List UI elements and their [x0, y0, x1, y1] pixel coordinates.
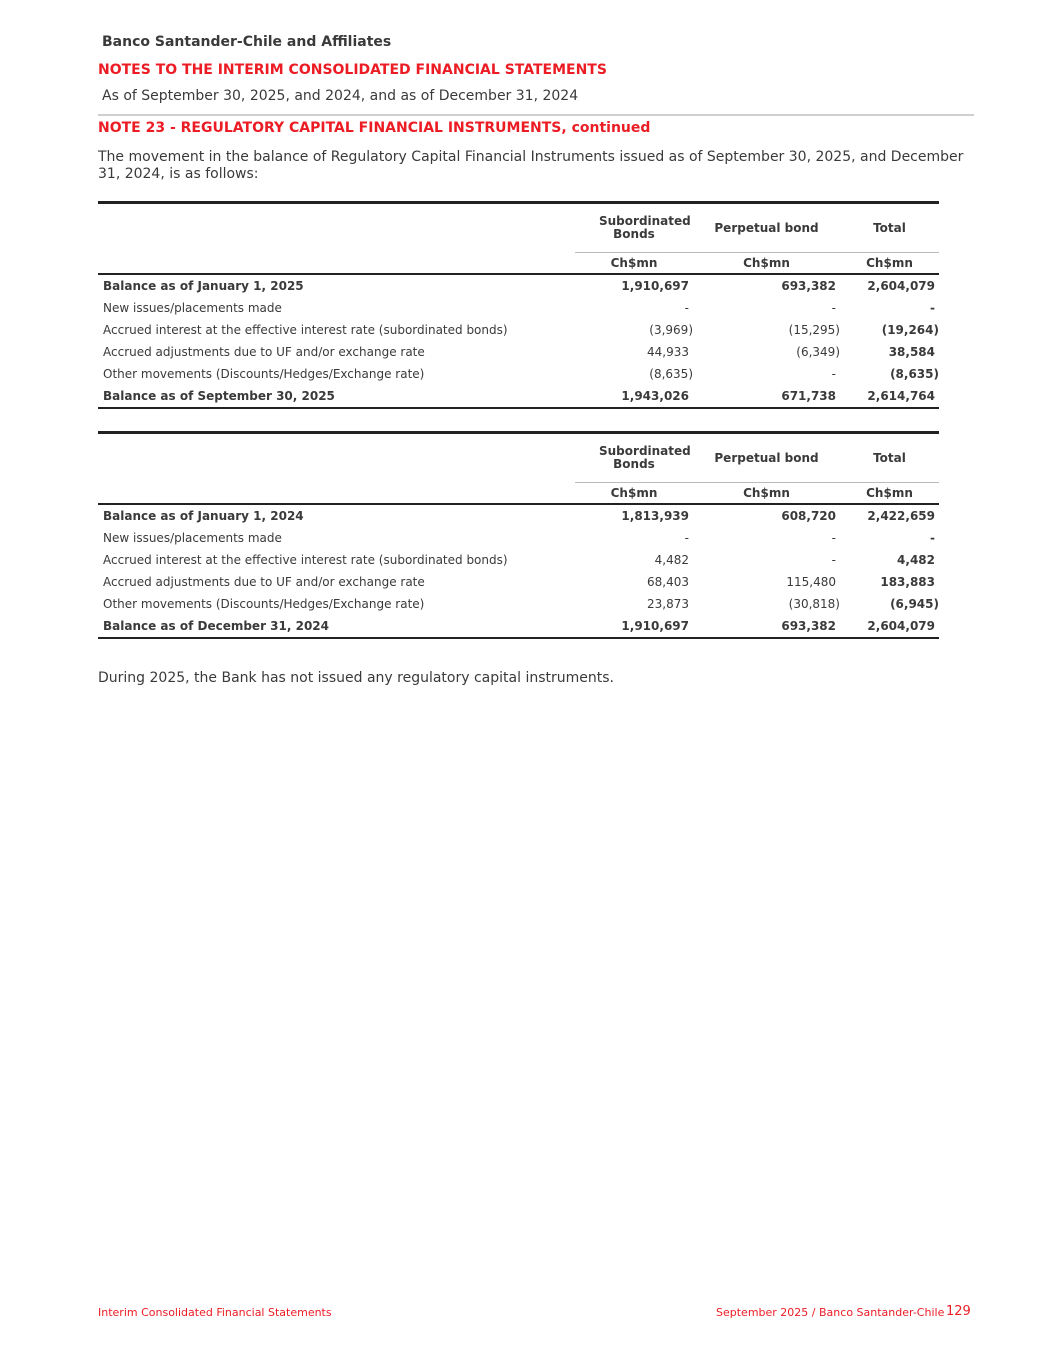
unit-blank — [98, 483, 575, 505]
unit-blank — [98, 253, 575, 275]
cell-total: 4,482 — [897, 553, 935, 567]
table-row — [98, 385, 939, 408]
table-2025 — [98, 201, 939, 409]
row-label: Accrued interest at the effective interest rate (subordinated bonds) — [103, 323, 508, 337]
row-label: Balance as of January 1, 2024 — [103, 509, 304, 523]
row-label: Other movements (Discounts/Hedges/Exchange rate) — [103, 597, 425, 611]
cell-subordinated: 1,943,026 — [575, 385, 693, 408]
cell-total: 2,422,659 — [867, 509, 935, 523]
table-row — [98, 615, 939, 638]
cell-subordinated: 44,933 — [647, 345, 689, 359]
cell-perpetual: - — [831, 301, 836, 315]
cell-perpetual: (6,349) — [796, 345, 840, 359]
cell-perpetual: 693,382 — [693, 615, 840, 638]
notes-title: NOTES TO THE INTERIM CONSOLIDATED FINANCIAL STATEMENTS — [98, 62, 607, 78]
cell-subordinated: 23,873 — [647, 597, 689, 611]
cell-total: 2,604,079 — [840, 615, 939, 638]
footer-right — [716, 1306, 944, 1319]
row-label: Other movements (Discounts/Hedges/Exchange rate) — [103, 367, 425, 381]
intro-paragraph: The movement in the balance of Regulatory Capital Financial Instruments issued as of September 30, 2025, and December 31, 2024, is as follows: — [98, 149, 964, 182]
header-blank — [98, 203, 575, 253]
page-number: 129 — [946, 1304, 971, 1319]
cell-perpetual: 693,382 — [781, 279, 836, 293]
col-subordinated — [575, 433, 693, 483]
cell-perpetual: - — [831, 367, 836, 381]
cell-total: 2,604,079 — [867, 279, 935, 293]
row-label: Balance as of September 30, 2025 — [98, 385, 575, 408]
cell-perpetual: - — [831, 531, 836, 545]
cell-total: 2,614,764 — [840, 385, 939, 408]
footer-document-title: Interim Consolidated Financial Statements — [98, 1306, 332, 1319]
footer-bank: Banco Santander-Chile — [819, 1306, 945, 1319]
col-perpetual: Perpetual bond — [693, 433, 840, 483]
cell-total: - — [930, 301, 935, 315]
row-label: Accrued adjustments due to UF and/or exchange rate — [103, 575, 425, 589]
cell-perpetual: (30,818) — [788, 597, 840, 611]
table-row — [98, 341, 939, 363]
row-label: New issues/placements made — [103, 301, 282, 315]
cell-subordinated: - — [684, 531, 689, 545]
footer-separator: / — [811, 1306, 816, 1319]
cell-subordinated: 4,482 — [654, 553, 689, 567]
cell-subordinated: 68,403 — [647, 575, 689, 589]
table-row — [98, 297, 939, 319]
cell-subordinated: (3,969) — [649, 323, 693, 337]
header-blank — [98, 433, 575, 483]
cell-subordinated: - — [684, 301, 689, 315]
cell-perpetual: - — [831, 553, 836, 567]
unit-total: Ch$mn — [840, 253, 939, 275]
row-label: Accrued interest at the effective interest rate (subordinated bonds) — [103, 553, 508, 567]
row-label: Accrued adjustments due to UF and/or exchange rate — [103, 345, 425, 359]
cell-subordinated: 1,910,697 — [575, 615, 693, 638]
closing-paragraph: During 2025, the Bank has not issued any regulatory capital instruments. — [98, 670, 614, 686]
col-subordinated — [575, 203, 693, 253]
cell-perpetual: (15,295) — [788, 323, 840, 337]
table-row — [98, 571, 939, 593]
cell-subordinated: 1,910,697 — [621, 279, 689, 293]
cell-perpetual: 608,720 — [781, 509, 836, 523]
row-label: Balance as of December 31, 2024 — [98, 615, 575, 638]
col-total: Total — [840, 203, 939, 253]
header-divider — [98, 114, 974, 116]
cell-subordinated: 1,813,939 — [621, 509, 689, 523]
col-total: Total — [840, 433, 939, 483]
col-subordinated-label: Subordinated Bonds — [599, 444, 691, 471]
cell-perpetual: 115,480 — [786, 575, 836, 589]
unit-subordinated: Ch$mn — [575, 253, 693, 275]
table-row — [98, 319, 939, 341]
col-perpetual: Perpetual bond — [693, 203, 840, 253]
footer-date: September 2025 — [716, 1306, 809, 1319]
cell-total: (19,264) — [881, 323, 939, 337]
table-row — [98, 274, 939, 297]
table-row — [98, 593, 939, 615]
table-row — [98, 527, 939, 549]
row-label: Balance as of January 1, 2025 — [103, 279, 304, 293]
company-name: Banco Santander-Chile and Affiliates — [102, 34, 392, 50]
row-label: New issues/placements made — [103, 531, 282, 545]
cell-subordinated: (8,635) — [649, 367, 693, 381]
unit-subordinated: Ch$mn — [575, 483, 693, 505]
unit-total: Ch$mn — [840, 483, 939, 505]
note-title: NOTE 23 - REGULATORY CAPITAL FINANCIAL INSTRUMENTS, continued — [98, 120, 651, 136]
unit-perpetual: Ch$mn — [693, 253, 840, 275]
table-row — [98, 504, 939, 527]
table-2024 — [98, 431, 939, 639]
as-of-date: As of September 30, 2025, and 2024, and as of December 31, 2024 — [102, 88, 579, 104]
unit-perpetual: Ch$mn — [693, 483, 840, 505]
cell-total: 183,883 — [880, 575, 935, 589]
col-subordinated-label: Subordinated Bonds — [599, 214, 691, 241]
table-row — [98, 549, 939, 571]
cell-total: (8,635) — [890, 367, 939, 381]
cell-total: - — [930, 531, 935, 545]
table-row — [98, 363, 939, 385]
cell-total: 38,584 — [888, 345, 935, 359]
cell-total: (6,945) — [890, 597, 939, 611]
cell-perpetual: 671,738 — [693, 385, 840, 408]
